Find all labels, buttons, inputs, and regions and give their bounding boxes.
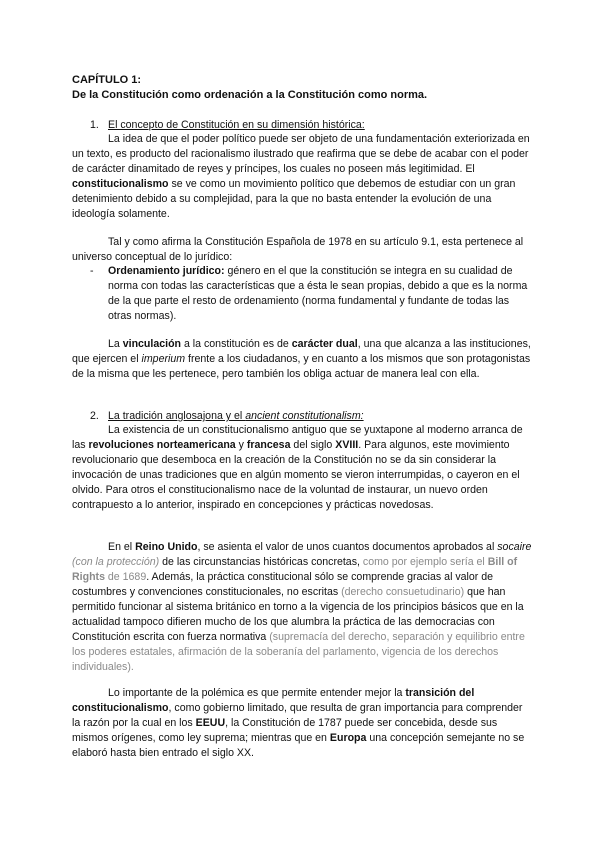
s2-p1-text-e: del siglo [290, 439, 336, 451]
s2-p1-bold-revoluciones: revoluciones norteamericana [88, 439, 236, 451]
s1-p3-text-c: a la constitución es de [181, 338, 292, 350]
s2-p2-text-c: , se asienta el valor de unos cuantos documentos aprobados al [197, 541, 498, 553]
s2-p1-text-g: . Para algunos, este movimiento revolucionario que desemboca en la creación de la Constitución no se da sin considerar la invocación de unas tradiciones que en algún momento se vieron interrumpidas, o cayeron en el olvido. Para otros el constitucionalismo nace de la voluntad de instaurar, un nuevo orden contrapuesto a lo anterior, inspirado en concepciones y prácticas novedosas. [72, 439, 520, 511]
s1-p3-bold-vinculacion: vinculación [122, 338, 182, 350]
s2-p2-text-f: de las circunstancias históricas concretas, [159, 556, 363, 568]
bullet-term: Ordenamiento jurídico: [108, 265, 225, 277]
s2-p2-gray-ejemplo: como por ejemplo sería el [362, 556, 488, 568]
s2-p2-gray-year: de 1689 [104, 571, 147, 583]
s2-p2-text-a: En el [108, 541, 136, 553]
s2-p3-bold-eeuu: EEUU [195, 717, 226, 729]
s2-p3-text-e: , la Constitución de 1787 puede ser concebida, desde sus mismos orígenes, como ley suprema; mientras que en [72, 717, 498, 744]
section-1-paragraph-1 [72, 132, 532, 222]
s2-p2-bold-bill-of-rights: Bill of Rights [72, 556, 518, 583]
s2-p1-bold-siglo: XVIII [335, 439, 359, 451]
chapter-heading: CAPÍTULO 1: [72, 74, 142, 86]
s1-p1-text-c: se ve como un movimiento político que debemos de estudiar con un gran detenimiento debido a su complejidad, para la que no basta entender la evolución de una ideología solamente. [72, 178, 516, 220]
s2-p2-gray-supremacia: (supremacía del derecho, separación y equilibrio entre los poderes estatales, afirmación de la soberanía del parlamento, vigencia de los derechos individuales). [72, 631, 525, 673]
section-2-number: 2. [90, 410, 99, 422]
chapter-subtitle: De la Constitución como ordenación a la Constitución como norma. [72, 89, 428, 101]
s2-p2-gray-proteccion: (con la protección) [72, 556, 160, 568]
s2-p2-gray-consuetudinario: (derecho consuetudinario) [341, 586, 465, 598]
s2-p2-italic-socaire: socaire [497, 541, 532, 553]
section-2-paragraph-1 [72, 423, 532, 513]
section-1-title: El concepto de Constitución en su dimensión histórica: [108, 119, 365, 131]
s2-p1-text-c: y [235, 439, 247, 451]
s2-p3-bold-transicion: transición del constitucionalismo [72, 687, 475, 714]
s2-p3-text-g: una concepción semejante no se elaboró hasta bien entrado el siglo XX. [72, 732, 525, 759]
s2-p2-text-l: que han permitido funcionar al sistema británico en torno a la vigencia de los principios básicos que en la actualidad tampoco difieren mucho de los que alumbra la práctica de las democracias con Constitución escrita con fuerza normativa [72, 586, 524, 643]
s1-p3-italic-imperium: imperium [141, 353, 186, 365]
s2-p2-bold-reino-unido: Reino Unido [135, 541, 198, 553]
s2-p3-text-c: , como gobierno limitado, que resulta de gran importancia para comprender la razón por la cual en los [72, 702, 523, 729]
bullet-dash: - [90, 265, 94, 277]
section-2-title [108, 410, 364, 422]
s1-p3-bold-dual: carácter dual [291, 338, 358, 350]
bullet-definition: género en el que la constitución se integra en su cualidad de norma con todas las características que a ésta le sean propias, debido a que es la norma de la que parte el resto de ordenamiento (norma fundamental y fundante de todas las otras normas). [108, 265, 528, 322]
section-1-paragraph-2 [72, 235, 532, 265]
s2-p1-text-a: La existencia de un constitucionalismo antiguo que se yuxtapone al moderno arranca de las [72, 424, 523, 451]
bullet-text [108, 264, 532, 324]
s2-p2-text-j: . Además, la práctica constitucional sólo se comprende gracias al valor de costumbres y convenciones constitucionales, no escritas [72, 571, 494, 598]
s1-p1-text-a: La idea de que el poder político puede ser objeto de una fundamentación exteriorizada en un texto, es producto del racionalismo ilustrado que reafirma que se debe de acabar con el poder de carácter dinamitado de reyes y príncipes, los cuales no poseen más legitimidad. El [72, 133, 530, 175]
section-1-paragraph-3 [72, 337, 532, 382]
s1-p3-text-a: La [108, 338, 123, 350]
s2-p3-text-a: Lo importante de la polémica es que permite entender mejor la [108, 687, 406, 699]
section-2-title-text: La tradición anglosajona y el [108, 410, 246, 422]
section-1-number: 1. [90, 119, 99, 131]
section-2-paragraph-3 [72, 686, 532, 761]
s2-p1-bold-francesa: francesa [246, 439, 291, 451]
s2-p3-bold-europa: Europa [329, 732, 367, 744]
section-2-paragraph-2 [72, 540, 532, 675]
s1-p2-text: Tal y como afirma la Constitución Española de 1978 en su artículo 9.1, esta pertenece al universo conceptual de lo jurídico: [72, 236, 524, 263]
s1-p3-text-g: frente a los ciudadanos, y en cuanto a los mismos que son protagonistas de la misma que les pertenece, pero también los obliga actuar de manera leal con ella. [72, 353, 531, 380]
section-2-title-italic: ancient constitutionalism: [245, 410, 364, 422]
section-2-heading [90, 409, 364, 424]
section-1-heading [90, 118, 365, 133]
s1-p1-bold: constitucionalismo [72, 178, 169, 190]
s1-p3-text-e: , una que alcanza a las instituciones, que ejercen el [72, 338, 531, 365]
